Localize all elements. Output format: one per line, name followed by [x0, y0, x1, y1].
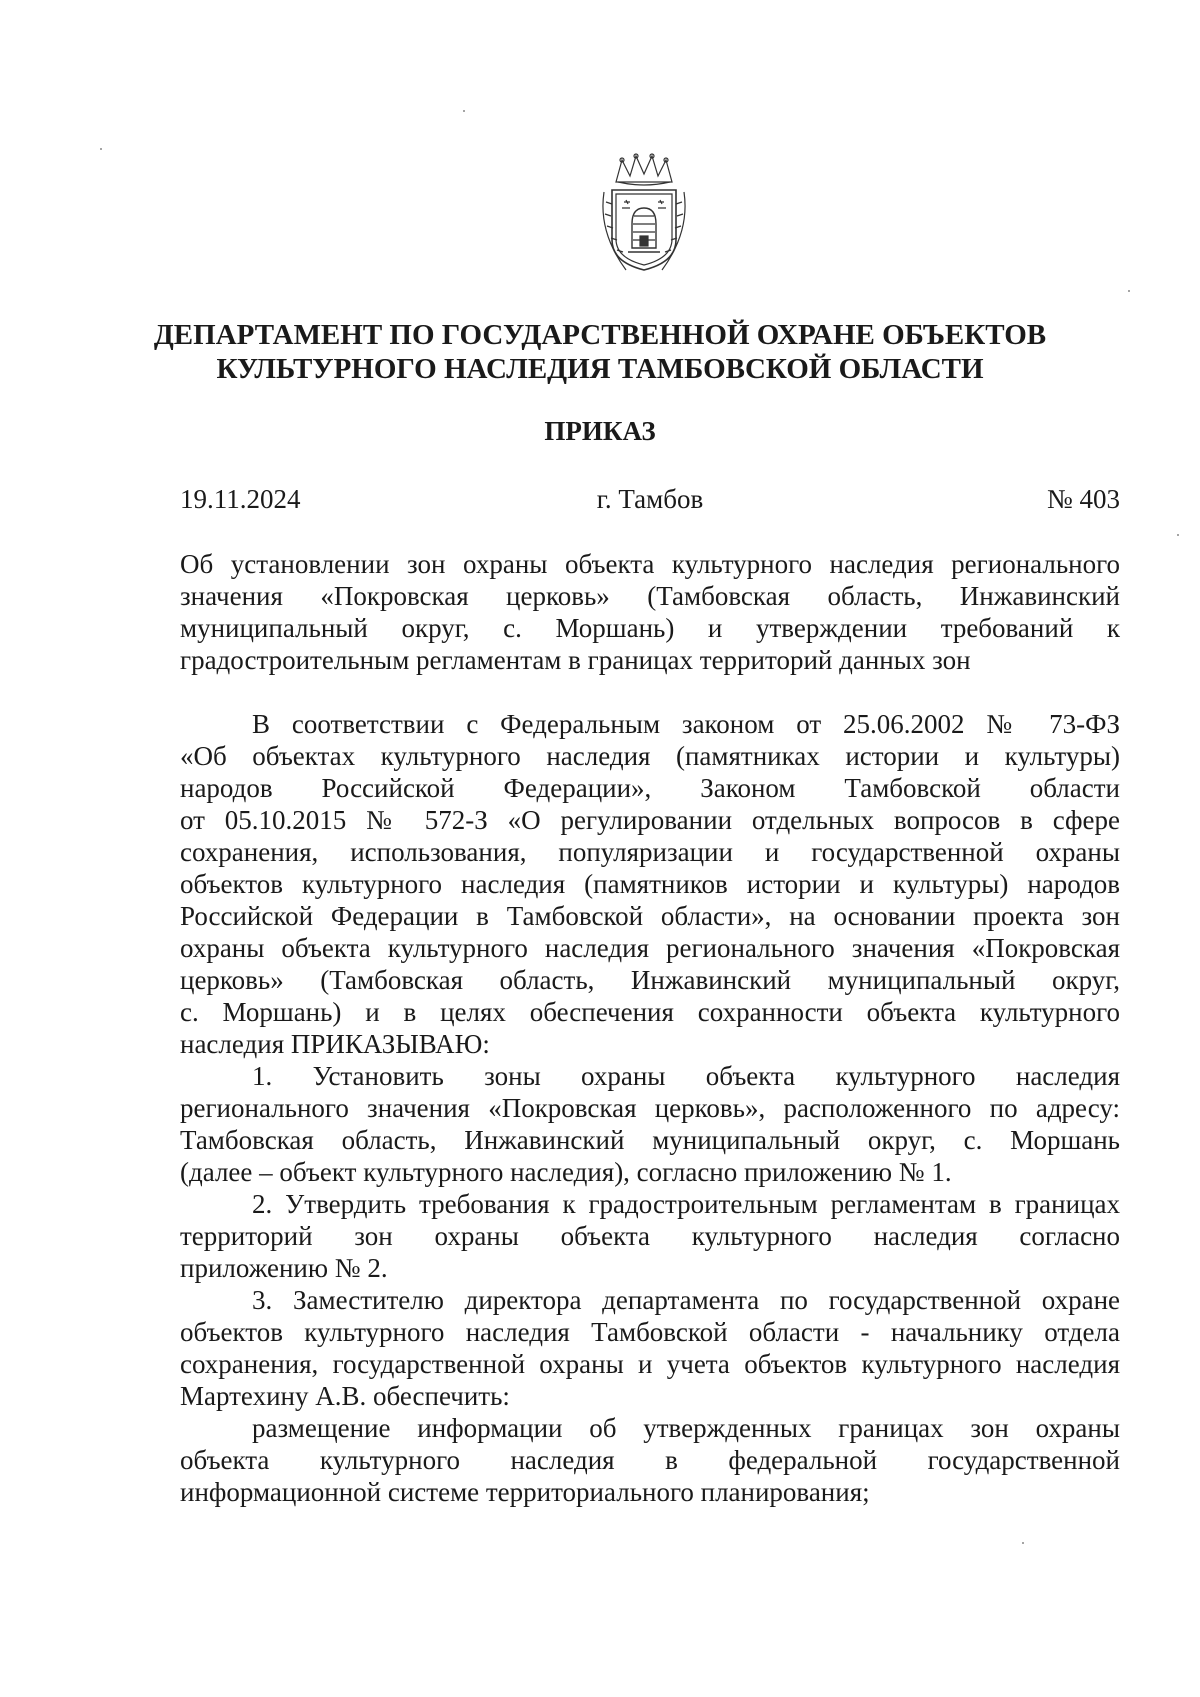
coat-of-arms-icon: [596, 152, 692, 277]
scan-speck: [100, 148, 102, 150]
item-line: приложению № 2.: [180, 1253, 388, 1283]
preamble-line: объектов культурного наследия (памятников истории и культуры) народов: [180, 869, 1120, 899]
preamble-line: В соответствии с Федеральным законом от 25.06.2002 № 73-ФЗ: [252, 709, 1120, 739]
document-city: г. Тамбов: [596, 484, 704, 514]
preamble-line: от 05.10.2015 № 572-З «О регулировании отдельных вопросов в сфере: [180, 805, 1120, 835]
department-name: [150, 318, 1050, 386]
item-line: регионального значения «Покровская церковь», расположенного по адресу:: [180, 1093, 1120, 1123]
item-line: сохранения, государственной охраны и учета объектов культурного наследия: [180, 1349, 1120, 1379]
item-line: территорий зон охраны объекта культурного наследия согласно: [180, 1221, 1120, 1251]
item-line: объекта культурного наследия в федеральной государственной: [180, 1445, 1120, 1475]
item-line: 3. Заместителю директора департамента по государственной охране: [252, 1285, 1120, 1315]
item-line: Тамбовская область, Инжавинский муниципальный округ, с. Моршань: [180, 1125, 1120, 1155]
scan-speck: [1022, 1542, 1024, 1544]
scan-speck: [463, 110, 465, 112]
scan-speck: [1177, 534, 1179, 536]
preamble-line: Российской Федерации в Тамбовской области», на основании проекта зон: [180, 901, 1120, 931]
document-date: 19.11.2024: [180, 484, 301, 514]
preamble-line: сохранения, использования, популяризации и государственной охраны: [180, 837, 1120, 867]
document-number: № 403: [1046, 484, 1120, 514]
preamble-line: народов Российской Федерации», Законом Тамбовской области: [180, 773, 1120, 803]
department-name-line1: ДЕПАРТАМЕНТ ПО ГОСУДАРСТВЕННОЙ ОХРАНЕ ОБЪЕКТОВ: [153, 319, 1047, 351]
item-line: 1. Установить зоны охраны объекта культурного наследия: [252, 1061, 1120, 1091]
document-title: [180, 548, 1120, 676]
order-item-2: [180, 1188, 1120, 1284]
title-line: Об установлении зон охраны объекта культурного наследия регионального: [180, 549, 1120, 579]
title-line: градостроительным регламентам в границах территорий данных зон: [180, 645, 971, 675]
item-line: информационной системе территориального планирования;: [180, 1477, 870, 1507]
title-line: муниципальный округ, с. Моршань) и утверждении требований к: [180, 613, 1120, 643]
document-meta-row: [180, 482, 1120, 516]
item-line: 2. Утвердить требования к градостроительным регламентам в границах: [252, 1189, 1120, 1219]
order-item-3: [180, 1284, 1120, 1412]
document-type: ПРИКАЗ: [544, 416, 656, 446]
preamble-line: с. Моршань) и в целях обеспечения сохранности объекта культурного: [180, 997, 1120, 1027]
scan-speck: [1128, 290, 1130, 292]
title-line: значения «Покровская церковь» (Тамбовская область, Инжавинский: [180, 581, 1120, 611]
item-line: (далее – объект культурного наследия), согласно приложению № 1.: [180, 1157, 952, 1187]
order-item-1: [180, 1060, 1120, 1188]
preamble-line: охраны объекта культурного наследия регионального значения «Покровская: [180, 933, 1120, 963]
preamble-line: «Об объектах культурного наследия (памятниках истории и культуры): [180, 741, 1120, 771]
preamble-paragraph: [180, 708, 1120, 1060]
item-line: размещение информации об утвержденных границах зон охраны: [252, 1413, 1120, 1443]
item-line: объектов культурного наследия Тамбовской области - начальнику отдела: [180, 1317, 1120, 1347]
preamble-line: церковь» (Тамбовская область, Инжавинский муниципальный округ,: [180, 965, 1120, 995]
order-item-3-subitem: [180, 1412, 1120, 1508]
preamble-line: наследия ПРИКАЗЫВАЮ:: [180, 1029, 490, 1059]
department-name-line2: КУЛЬТУРНОГО НАСЛЕДИЯ ТАМБОВСКОЙ ОБЛАСТИ: [216, 353, 984, 385]
item-line: Мартехину А.В. обеспечить:: [180, 1381, 510, 1411]
